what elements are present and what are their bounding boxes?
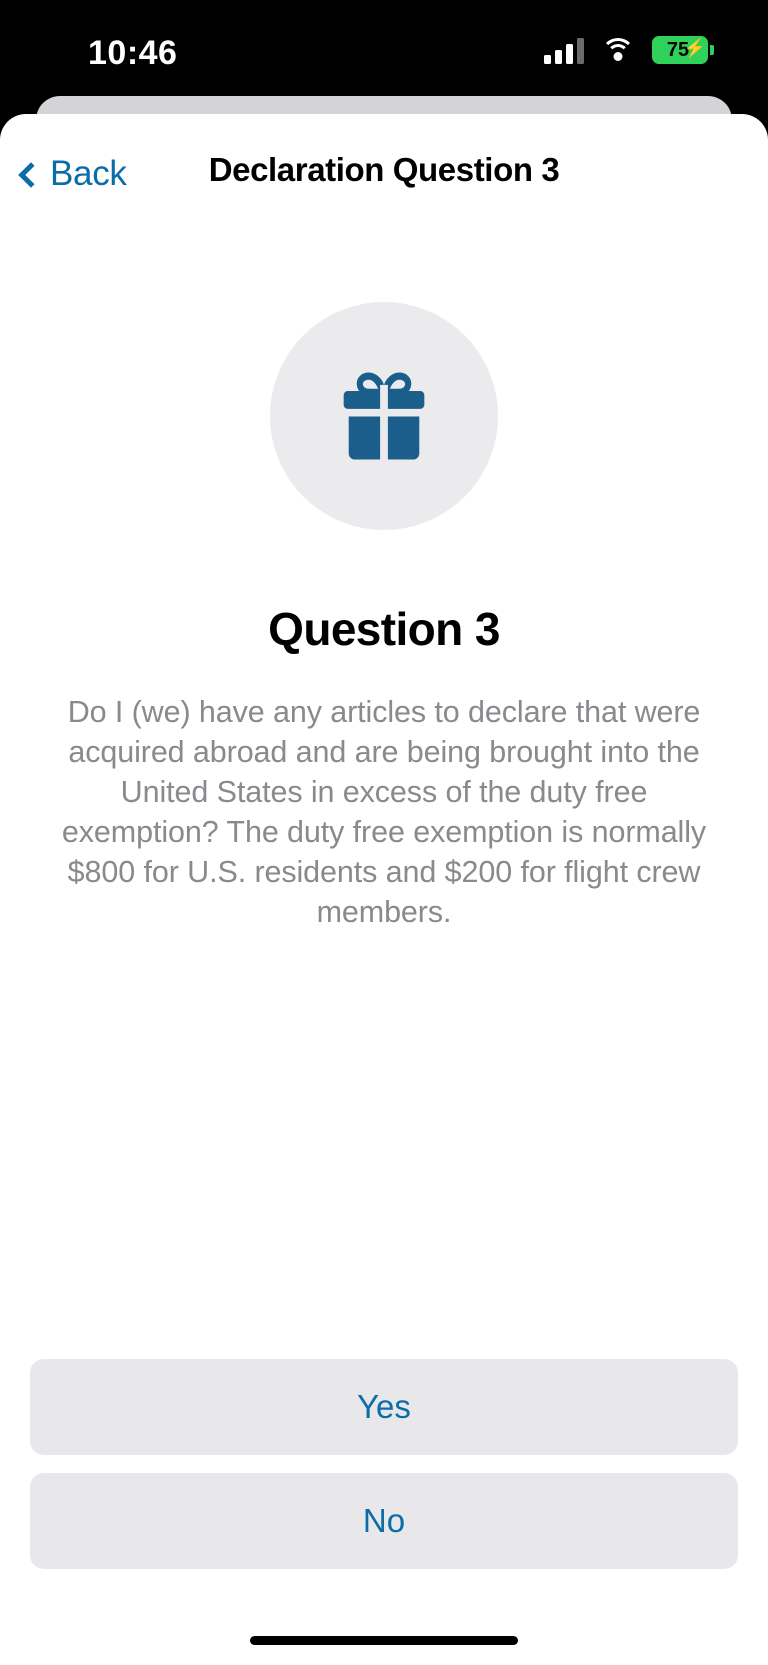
answer-no-button[interactable]: No	[30, 1473, 738, 1569]
back-button-label: Back	[50, 154, 127, 193]
home-indicator[interactable]	[250, 1636, 518, 1645]
cellular-signal-icon	[544, 36, 584, 64]
navigation-bar	[0, 114, 768, 242]
battery-level-label: 75	[666, 38, 690, 61]
app-sheet	[0, 114, 768, 1665]
status-time: 10:46	[88, 34, 178, 72]
wifi-icon	[600, 36, 636, 64]
question-body-text: Do I (we) have any articles to declare that were acquired abroad and are being brought into the United States in excess of the duty free exemption? The duty free exemption is normally $800 for U.S. residents and $200 for flight crew members.	[61, 695, 707, 929]
question-heading: Question 3	[268, 603, 500, 655]
answer-buttons	[30, 1359, 738, 1569]
status-indicators	[544, 36, 708, 64]
battery-icon	[652, 36, 708, 64]
gift-icon	[329, 361, 439, 471]
answer-yes-button[interactable]: Yes	[30, 1359, 738, 1455]
lightning-bolt-icon: ⚡	[683, 38, 706, 58]
page-title: Declaration Question 3	[208, 151, 560, 188]
hero-icon-container	[270, 302, 498, 530]
status-bar	[0, 0, 768, 100]
